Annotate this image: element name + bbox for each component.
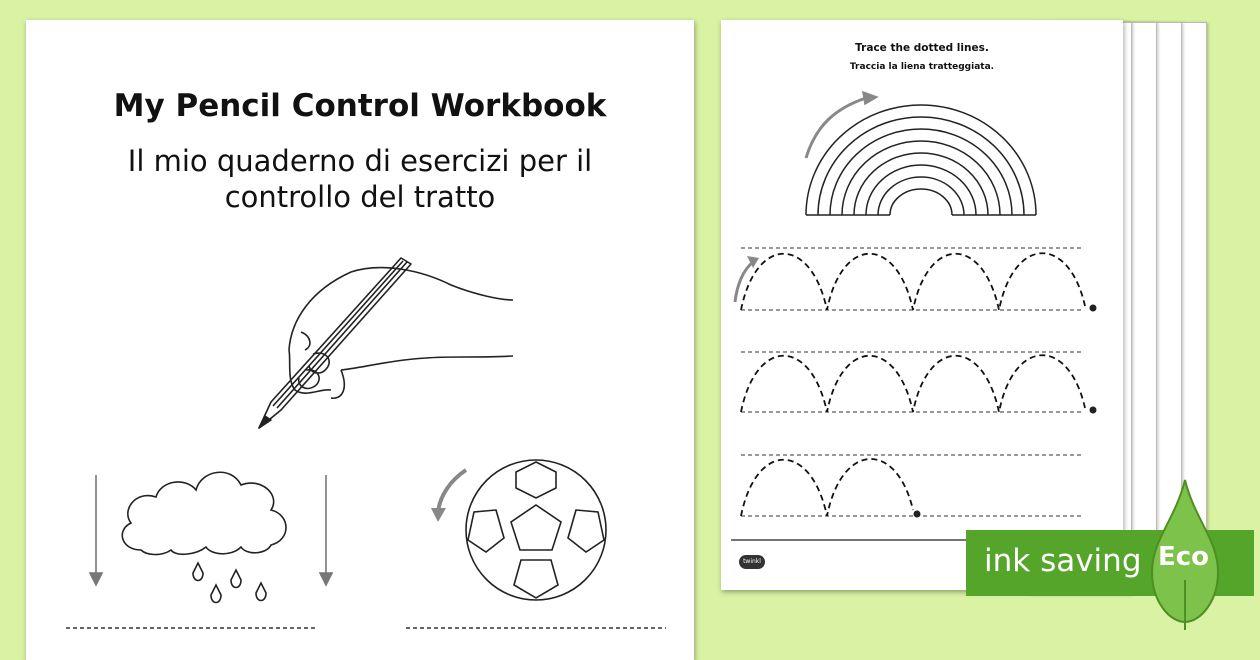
football-illustration: [426, 450, 616, 610]
worksheet-instruction-english: Trace the dotted lines.: [855, 42, 989, 54]
cover-title-italian-line2: controllo del tratto: [224, 180, 496, 214]
worksheet-page: [721, 20, 1123, 590]
cover-title-english: My Pencil Control Workbook: [113, 88, 607, 124]
cover-tracing-strip: [66, 620, 666, 640]
cover-title-italian-line1: Il mio quaderno di esercizi per il: [127, 144, 593, 178]
ink-saving-label: ink saving: [984, 543, 1142, 579]
eco-label: Eco: [1158, 542, 1210, 572]
rainbow-illustration: [791, 90, 1051, 220]
worksheet-instruction-italian: Traccia la liena tratteggiata.: [849, 62, 995, 72]
twinkl-logo: twinkl: [739, 555, 765, 569]
cloud-rain-illustration: [81, 455, 351, 615]
cover-page: [26, 20, 694, 660]
hand-pencil-illustration: [251, 250, 521, 450]
tracing-arcs: [731, 240, 1121, 550]
